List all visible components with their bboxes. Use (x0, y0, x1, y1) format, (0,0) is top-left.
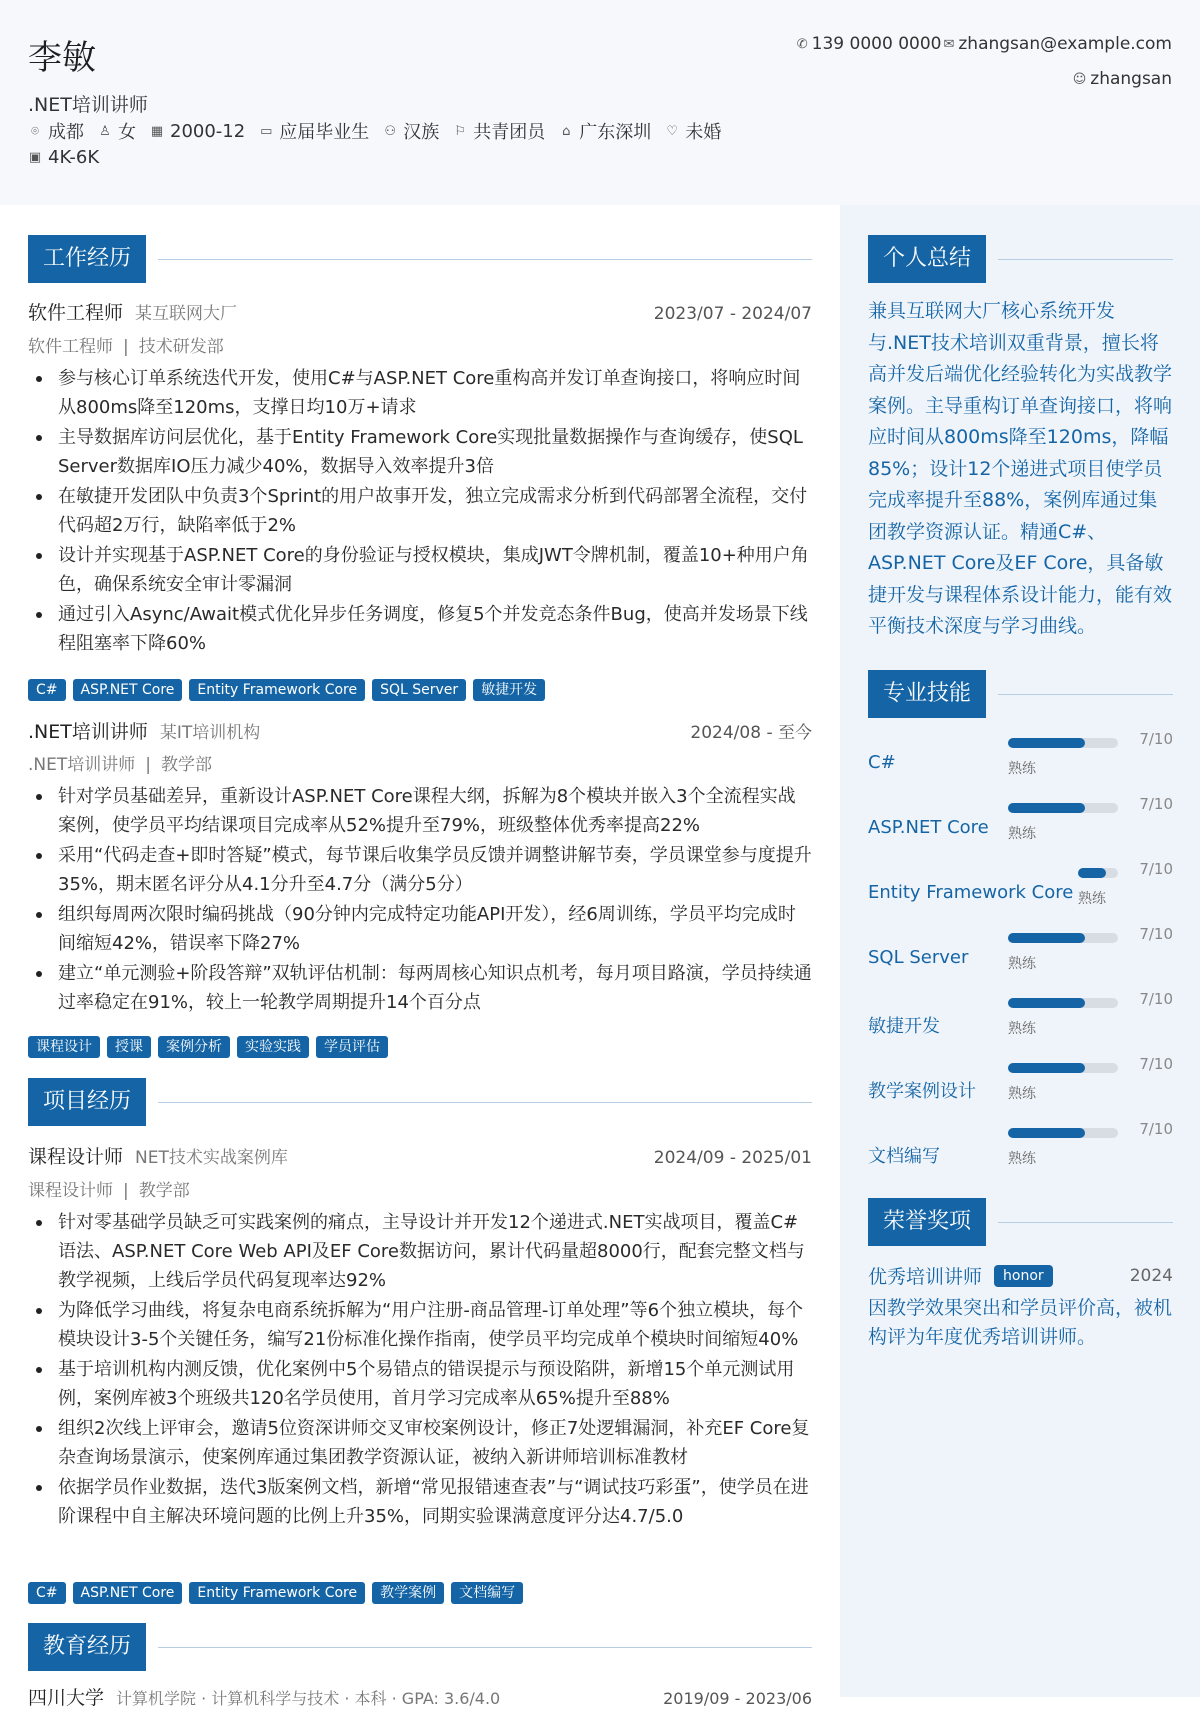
project-role: 课程设计师 (28, 1146, 124, 1168)
skill-name: 文档编写 (868, 1146, 940, 1167)
skill-level: 熟练 (1008, 1086, 1036, 1102)
money-icon: ▣ (28, 150, 42, 165)
section-title-skills: 专业技能 (868, 670, 986, 718)
skill-tag: 实验实践 (237, 1036, 309, 1058)
phone-text: 139 0000 0000 (811, 34, 942, 54)
people-icon: ⚇ (384, 123, 397, 139)
skill-name: Entity Framework Core (868, 882, 1074, 903)
skill-tag: 敏捷开发 (473, 679, 545, 701)
skill-bar (1008, 1128, 1118, 1138)
skill-level: 熟练 (1008, 761, 1036, 777)
section-honors (868, 1198, 1173, 1246)
education-date: 2019/09 - 2023/06 (663, 1689, 812, 1708)
work-1-role: 软件工程师 (28, 302, 124, 324)
section-divider (998, 1222, 1173, 1223)
project-date: 2024/09 - 2025/01 (653, 1148, 812, 1168)
honor-entry-head (868, 1262, 1173, 1289)
home-icon: ⌂ (562, 123, 571, 139)
list-item: 设计并实现基于ASP.NET Core的身份验证与授权模块，集成JWT令牌机制，覆盖10+种用户角色，确保系统安全审计零漏洞 (28, 541, 812, 599)
skill-bar-fill (1008, 933, 1085, 943)
skill-tag: 案例分析 (158, 1036, 230, 1058)
project-tags (28, 1582, 530, 1604)
section-title-education: 教育经历 (28, 1623, 146, 1671)
list-item: 组织每周两次限时编码挑战（90分钟内完成特定功能API开发），经6周训练，学员平均完成时间缩短42%，错误率下降27% (28, 900, 812, 958)
salary-row (28, 147, 113, 168)
skill-bar (1008, 803, 1118, 813)
skill-bar (1078, 868, 1118, 878)
skill-row (868, 990, 1173, 1058)
skill-bar-fill (1008, 998, 1085, 1008)
honor-date: 2024 (1129, 1265, 1173, 1286)
skill-tag: C# (28, 1582, 66, 1604)
project-org: NET技术实战案例库 (135, 1148, 288, 1168)
skill-level: 熟练 (1008, 826, 1036, 842)
calendar-icon: ▦ (150, 123, 164, 139)
skill-row (868, 925, 1173, 993)
skill-score: 7/10 (1139, 990, 1173, 1008)
honor-description: 因教学效果突出和学员评价高，被机构评为年度优秀培训讲师。 (868, 1297, 1173, 1348)
info-ethnicity: ⚇ 汉族 (384, 122, 440, 143)
skill-level: 熟练 (1008, 1151, 1036, 1167)
skill-bar (1008, 738, 1118, 748)
section-project (28, 1078, 812, 1126)
work-entry-2-head (28, 717, 812, 744)
info-birth: ▦ 2000-12 (150, 120, 246, 142)
section-divider (998, 694, 1173, 695)
skill-row (868, 1055, 1173, 1123)
skill-tag: ASP.NET Core (73, 1582, 183, 1604)
skill-name: 敏捷开发 (868, 1016, 940, 1037)
section-title-summary: 个人总结 (868, 235, 986, 283)
contact-row (797, 34, 1172, 54)
section-divider (158, 259, 812, 260)
skill-bar-fill (1078, 868, 1106, 878)
section-education (28, 1623, 812, 1671)
skill-row (868, 795, 1173, 863)
section-divider (158, 1647, 812, 1648)
work-2-sub: .NET培训讲师 | 教学部 (28, 755, 212, 775)
list-item: 主导数据库访问层优化，基于Entity Framework Core实现批量数据操作与查询缓存，使SQL Server数据库IO压力减少40%，数据导入效率提升3倍 (28, 423, 812, 481)
work-1-tags (28, 679, 552, 701)
skill-bar (1008, 998, 1118, 1008)
skill-row (868, 860, 1173, 928)
work-1-date: 2023/07 - 2024/07 (653, 304, 812, 324)
list-item: 建立“单元测验+阶段答辩”双轨评估机制：每两周核心知识点机考，每月项目路演，学员持续通过率稳定在91%，较上一轮教学周期提升14个百分点 (28, 959, 812, 1017)
skill-row (868, 1120, 1173, 1188)
flag-icon: ⚐ (454, 123, 467, 139)
education-entry (28, 1683, 812, 1710)
skill-level: 熟练 (1008, 956, 1036, 972)
project-sub: 课程设计师 | 教学部 (28, 1181, 190, 1201)
user-icon: ♙ (99, 123, 111, 139)
skill-bar-fill (1008, 803, 1085, 813)
section-divider (998, 259, 1173, 260)
wechat-row (1073, 69, 1172, 89)
info-politics: ⚐ 共青团员 (454, 122, 546, 143)
list-item: 基于培训机构内测反馈，优化案例中5个易错点的错误提示与预设陷阱，新增15个单元测试用例，案例库被3个班级共120名学员使用，首月学习完成率从65%提升至88% (28, 1355, 812, 1413)
skill-tag: ASP.NET Core (73, 679, 183, 701)
skill-tag: 文档编写 (451, 1582, 523, 1604)
project-entry-head (28, 1142, 812, 1169)
skill-score: 7/10 (1139, 730, 1173, 748)
skill-bar (1008, 933, 1118, 943)
list-item: 为降低学习曲线，将复杂电商系统拆解为“用户注册-商品管理-订单处理”等6个独立模块，每个模块设计3-5个关键任务，编写21份标准化操作指南，使学员平均完成单个模块时间缩短40% (28, 1296, 812, 1354)
section-work (28, 235, 812, 283)
skill-tag: SQL Server (372, 679, 466, 701)
mail-icon: ✉ (943, 36, 955, 52)
work-2-org: 某IT培训机构 (159, 723, 261, 743)
education-school: 四川大学 (28, 1687, 105, 1709)
skill-bar-fill (1008, 1128, 1085, 1138)
list-item: 依据学员作业数据，迭代3版案例文档，新增“常见报错速查表”与“调试技巧彩蛋”，使学员在进阶课程中自主解决环境问题的比例上升35%，同期实验课满意度评分达4.7/5.0 (28, 1473, 812, 1531)
work-2-tags (28, 1036, 395, 1058)
skill-score: 7/10 (1139, 1055, 1173, 1073)
list-item: 针对学员基础差异，重新设计ASP.NET Core课程大纲，拆解为8个模块并嵌入3个全流程实战案例，使学员平均结课项目完成率从52%提升至79%，班级整体优秀率提高22% (28, 782, 812, 840)
skill-name: SQL Server (868, 947, 969, 968)
skill-level: 熟练 (1078, 891, 1106, 907)
section-title-honors: 荣誉奖项 (868, 1198, 986, 1246)
email-text: zhangsan@example.com (958, 34, 1172, 54)
honor-name: 优秀培训讲师 (868, 1266, 983, 1288)
skill-score: 7/10 (1139, 860, 1173, 878)
honor-badge: honor (994, 1265, 1053, 1287)
info-salary: ▣ 4K-6K (28, 147, 100, 168)
skill-bar-fill (1008, 738, 1085, 748)
work-1-sub: 软件工程师 | 技术研发部 (28, 337, 224, 357)
project-bullets (28, 1208, 812, 1532)
wechat-text: zhangsan (1090, 69, 1172, 89)
skill-score: 7/10 (1139, 925, 1173, 943)
work-1-org: 某互联网大厂 (135, 304, 238, 324)
info-gender: ♙ 女 (99, 122, 136, 143)
section-title-project: 项目经历 (28, 1078, 146, 1126)
work-2-bullets (28, 782, 812, 1018)
skill-tag: Entity Framework Core (189, 679, 365, 701)
wechat-icon: ☺ (1072, 71, 1087, 87)
info-marital: ♡ 未婚 (666, 122, 722, 143)
list-item: 参与核心订单系统迭代开发，使用C#与ASP.NET Core重构高并发订单查询接口，将响应时间从800ms降至120ms，支撑日均10万+请求 (28, 364, 812, 422)
skill-tag: 授课 (107, 1036, 151, 1058)
candidate-title: .NET培训讲师 (28, 94, 148, 116)
section-divider (158, 1102, 812, 1103)
education-meta: 计算机学院 · 计算机科学与技术 · 本科 · GPA: 3.6/4.0 (116, 1689, 501, 1708)
section-summary (868, 235, 1173, 283)
info-hometown: ⌂ 广东深圳 (559, 118, 651, 144)
list-item: 针对零基础学员缺乏可实践案例的痛点，主导设计并开发12个递进式.NET实战项目，覆盖C#语法、ASP.NET Core Web API及EF Core数据访问，累计代码量超8000行，配套完整文档与教学视频，上线后学员代码复现率达92% (28, 1208, 812, 1295)
skill-name: 教学案例设计 (868, 1081, 976, 1102)
basic-info-row (28, 118, 735, 144)
work-entry-1-head (28, 298, 812, 325)
list-item: 组织2次线上评审会，邀请5位资深讲师交叉审校案例设计，修正7处逻辑漏洞，补充EF Core复杂查询场景演示，使案例库通过集团教学资源认证，被纳入新讲师培训标准教材 (28, 1414, 812, 1472)
phone-icon: ✆ (796, 36, 808, 52)
info-city: ⌾ 成都 (28, 118, 84, 144)
section-skills (868, 670, 1173, 718)
skill-bar (1008, 1063, 1118, 1073)
briefcase-icon: ▭ (260, 123, 273, 139)
skill-tag: C# (28, 679, 66, 701)
work-2-role: .NET培训讲师 (28, 721, 148, 743)
skill-score: 7/10 (1139, 1120, 1173, 1138)
skill-score: 7/10 (1139, 795, 1173, 813)
skill-row (868, 730, 1173, 798)
skill-tag: 学员评估 (316, 1036, 388, 1058)
skill-tag: 课程设计 (28, 1036, 100, 1058)
work-1-bullets (28, 364, 812, 659)
skill-tag: Entity Framework Core (189, 1582, 365, 1604)
list-item: 在敏捷开发团队中负责3个Sprint的用户故事开发，独立完成需求分析到代码部署全流程，交付代码超2万行，缺陷率低于2% (28, 482, 812, 540)
skill-tag: 教学案例 (372, 1582, 444, 1604)
info-status: ▭ 应届毕业生 (260, 122, 370, 143)
summary-text: 兼具互联网大厂核心系统开发与.NET技术培训双重背景，擅长将高并发后端优化经验转化为实战教学案例。主导重构订单查询接口，将响应时间从800ms降至120ms，降幅85%；设计12个递进式项目使学员完成率提升至88%，案例库通过集团教学资源认证。精通C#、ASP.NET Core及EF Core，具备敏捷开发与课程体系设计能力，能有效平衡技术深度与学习曲线。 (868, 300, 1173, 637)
list-item: 采用“代码走查+即时答疑”模式，每节课后收集学员反馈并调整讲解节奏，学员课堂参与度提升35%，期末匿名评分从4.1分升至4.7分（满分5分） (28, 841, 812, 899)
candidate-name: 李敏 (28, 38, 96, 78)
resume-header (0, 0, 1200, 205)
heart-icon: ♡ (666, 123, 679, 139)
list-item: 通过引入Async/Await模式优化异步任务调度，修复5个并发竞态条件Bug，使高并发场景下线程阻塞率下降60% (28, 600, 812, 658)
location-icon: ⌾ (31, 123, 39, 139)
skill-level: 熟练 (1008, 1021, 1036, 1037)
section-title-work: 工作经历 (28, 235, 146, 283)
work-2-date: 2024/08 - 至今 (690, 723, 812, 743)
skill-bar-fill (1008, 1063, 1085, 1073)
skill-name: ASP.NET Core (868, 817, 989, 838)
skill-name: C# (868, 752, 896, 773)
